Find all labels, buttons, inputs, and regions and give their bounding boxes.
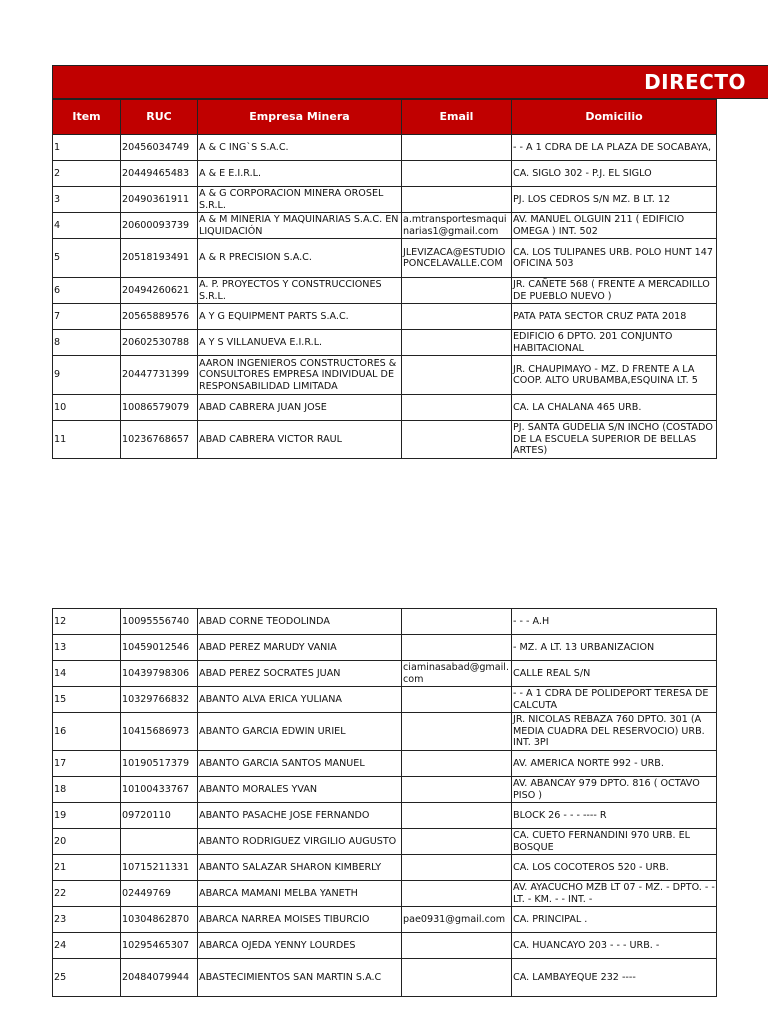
cell-empresa: ABARCA NARREA MOISES TIBURCIO bbox=[198, 907, 402, 933]
cell-ruc: 10086579079 bbox=[121, 395, 198, 421]
cell-empresa: ABASTECIMIENTOS SAN MARTIN S.A.C bbox=[198, 959, 402, 997]
cell-domicilio: CA. HUANCAYO 203 - - - URB. - bbox=[512, 933, 717, 959]
cell-ruc: 10236768657 bbox=[121, 421, 198, 459]
cell-empresa: ABANTO ALVA ERICA YULIANA bbox=[198, 687, 402, 713]
cell-item: 15 bbox=[53, 687, 121, 713]
cell-ruc: 20600093739 bbox=[121, 213, 198, 239]
cell-domicilio: AV. AYACUCHO MZB LT 07 - MZ. - DPTO. - - LT. - KM. - - INT. - bbox=[513, 882, 715, 905]
table-row bbox=[53, 661, 717, 687]
cell-domicilio: - MZ. A LT. 13 URBANIZACION bbox=[512, 635, 717, 661]
table-header-row bbox=[53, 100, 717, 135]
cell-domicilio: - - A 1 CDRA DE POLIDEPORT TERESA DE CALCUTA bbox=[512, 687, 717, 713]
cell-item: 14 bbox=[53, 661, 121, 687]
table-row bbox=[53, 356, 717, 395]
cell-email bbox=[402, 829, 512, 855]
cell-domicilio: AV. AMERICA NORTE 992 - URB. bbox=[512, 751, 717, 777]
table-row bbox=[53, 213, 717, 239]
cell-item: 2 bbox=[53, 161, 121, 187]
table-row bbox=[53, 304, 717, 330]
table-row bbox=[53, 907, 717, 933]
cell-email bbox=[402, 421, 512, 459]
cell-empresa: A & C ING`S S.A.C. bbox=[198, 135, 402, 161]
cell-email: pae0931@gmail.com bbox=[402, 907, 512, 933]
cell-item: 23 bbox=[53, 907, 121, 933]
cell-domicilio: PATA PATA SECTOR CRUZ PATA 2018 bbox=[512, 304, 717, 330]
cell-email bbox=[402, 777, 512, 803]
cell-item: 13 bbox=[53, 635, 121, 661]
directory-table-page-1 bbox=[52, 99, 717, 459]
table-row bbox=[53, 421, 717, 459]
cell-email bbox=[402, 278, 512, 304]
cell-ruc: 10415686973 bbox=[121, 713, 198, 751]
cell-email: ciaminasabad@gmail.com bbox=[402, 661, 512, 687]
column-header-email: Email bbox=[402, 100, 512, 135]
cell-domicilio: CA. CUETO FERNANDINI 970 URB. EL BOSQUE bbox=[512, 829, 717, 855]
cell-email bbox=[402, 687, 512, 713]
table-row bbox=[53, 278, 717, 304]
cell-email bbox=[402, 609, 512, 635]
cell-ruc: 20494260621 bbox=[121, 278, 198, 304]
table-row bbox=[53, 751, 717, 777]
cell-domicilio: JR. NICOLAS REBAZA 760 DPTO. 301 (A MEDIA CUADRA DEL RESERVOCIO) URB. INT. 3PI bbox=[512, 713, 717, 751]
column-header-ruc: RUC bbox=[121, 100, 198, 135]
cell-empresa: ABAD PEREZ MARUDY VANIA bbox=[198, 635, 402, 661]
cell-ruc: 10715211331 bbox=[121, 855, 198, 881]
cell-item: 20 bbox=[53, 829, 121, 855]
cell-empresa: A & M MINERIA Y MAQUINARIAS S.A.C. EN LIQUIDACIÓN bbox=[198, 213, 402, 239]
cell-ruc: 20490361911 bbox=[121, 187, 198, 213]
cell-domicilio: JR. CAÑETE 568 ( FRENTE A MERCADILLO DE PUEBLO NUEVO ) bbox=[512, 278, 717, 304]
cell-empresa: A Y S VILLANUEVA E.I.R.L. bbox=[198, 330, 402, 356]
cell-domicilio: CA. LOS TULIPANES URB. POLO HUNT 147 OFICINA 503 bbox=[512, 239, 717, 278]
cell-ruc: 10329766832 bbox=[121, 687, 198, 713]
cell-email bbox=[402, 855, 512, 881]
cell-item: 3 bbox=[53, 187, 121, 213]
cell-empresa: A. P. PROYECTOS Y CONSTRUCCIONES S.R.L. bbox=[198, 278, 402, 304]
cell-item: 17 bbox=[53, 751, 121, 777]
cell-ruc: 10095556740 bbox=[121, 609, 198, 635]
table-row bbox=[53, 635, 717, 661]
cell-ruc: 20518193491 bbox=[121, 239, 198, 278]
cell-item: 16 bbox=[53, 713, 121, 751]
cell-email bbox=[402, 751, 512, 777]
cell-email bbox=[402, 635, 512, 661]
cell-domicilio: JR. CHAUPIMAYO - MZ. D FRENTE A LA COOP. ALTO URUBAMBA,ESQUINA LT. 5 bbox=[512, 356, 717, 395]
cell-empresa: ABARCA OJEDA YENNY LOURDES bbox=[198, 933, 402, 959]
cell-ruc: 20449465483 bbox=[121, 161, 198, 187]
cell-email bbox=[402, 933, 512, 959]
cell-domicilio: AV. ABANCAY 979 DPTO. 816 ( OCTAVO PISO ) bbox=[512, 777, 717, 803]
cell-empresa: ABANTO GARCIA EDWIN URIEL bbox=[198, 713, 402, 751]
cell-domicilio: AV. MANUEL OLGUIN 211 ( EDIFICIO OMEGA ) INT. 502 bbox=[512, 213, 717, 239]
cell-empresa: ABAD CORNE TEODOLINDA bbox=[198, 609, 402, 635]
table-row bbox=[53, 933, 717, 959]
table-row bbox=[53, 135, 717, 161]
cell-ruc: 10190517379 bbox=[121, 751, 198, 777]
cell-empresa: A Y G EQUIPMENT PARTS S.A.C. bbox=[198, 304, 402, 330]
cell-empresa: A & G CORPORACION MINERA OROSEL S.R.L. bbox=[198, 187, 402, 213]
cell-domicilio: PJ. SANTA GUDELIA S/N INCHO (COSTADO DE LA ESCUELA SUPERIOR DE BELLAS ARTES) bbox=[512, 421, 717, 459]
table-row bbox=[53, 855, 717, 881]
cell-empresa: ABANTO PASACHE JOSE FERNANDO bbox=[198, 803, 402, 829]
cell-item: 25 bbox=[53, 959, 121, 997]
cell-ruc: 10439798306 bbox=[121, 661, 198, 687]
table-row bbox=[53, 881, 717, 907]
cell-email bbox=[402, 803, 512, 829]
column-header-item: Item bbox=[53, 100, 121, 135]
table-row bbox=[53, 803, 717, 829]
cell-email bbox=[402, 187, 512, 213]
cell-item: 19 bbox=[53, 803, 121, 829]
cell-empresa: ABAD PEREZ SOCRATES JUAN bbox=[198, 661, 402, 687]
table-row bbox=[53, 330, 717, 356]
column-header-empresa: Empresa Minera bbox=[198, 100, 402, 135]
cell-domicilio: - - A 1 CDRA DE LA PLAZA DE SOCABAYA, bbox=[512, 135, 717, 161]
cell-email bbox=[402, 330, 512, 356]
cell-empresa: ABAD CABRERA JUAN JOSE bbox=[198, 395, 402, 421]
cell-item: 7 bbox=[53, 304, 121, 330]
cell-empresa: ABAD CABRERA VICTOR RAUL bbox=[198, 421, 402, 459]
table-row bbox=[53, 777, 717, 803]
cell-domicilio: CA. PRINCIPAL . bbox=[512, 907, 717, 933]
cell-ruc: 20602530788 bbox=[121, 330, 198, 356]
cell-item: 4 bbox=[53, 213, 121, 239]
cell-item: 8 bbox=[53, 330, 121, 356]
cell-domicilio: CA. LAMBAYEQUE 232 ---- bbox=[512, 959, 717, 997]
directory-table-page-2 bbox=[52, 608, 717, 997]
cell-ruc: 20456034749 bbox=[121, 135, 198, 161]
cell-domicilio: CA. SIGLO 302 - P.J. EL SIGLO bbox=[512, 161, 717, 187]
cell-item: 22 bbox=[53, 881, 121, 907]
cell-ruc: 02449769 bbox=[121, 881, 198, 907]
cell-ruc: 10304862870 bbox=[121, 907, 198, 933]
cell-ruc bbox=[121, 829, 198, 855]
directory-title-bar bbox=[52, 65, 768, 99]
cell-empresa: A & R PRECISION S.A.C. bbox=[198, 239, 402, 278]
cell-ruc: 20484079944 bbox=[121, 959, 198, 997]
directory-title: DIRECTO bbox=[644, 70, 746, 94]
cell-empresa: AARON INGENIEROS CONSTRUCTORES & CONSULTORES EMPRESA INDIVIDUAL DE RESPONSABILIDAD LIMITADA bbox=[198, 356, 402, 395]
cell-email bbox=[402, 135, 512, 161]
cell-ruc: 10295465307 bbox=[121, 933, 198, 959]
cell-email bbox=[402, 395, 512, 421]
cell-ruc: 10100433767 bbox=[121, 777, 198, 803]
cell-domicilio: BLOCK 26 - - - ---- R bbox=[512, 803, 717, 829]
table-row bbox=[53, 187, 717, 213]
cell-item: 24 bbox=[53, 933, 121, 959]
cell-email bbox=[402, 356, 512, 395]
cell-ruc: 20447731399 bbox=[121, 356, 198, 395]
cell-item: 18 bbox=[53, 777, 121, 803]
cell-domicilio: EDIFICIO 6 DPTO. 201 CONJUNTO HABITACIONAL bbox=[512, 330, 717, 356]
cell-email bbox=[402, 304, 512, 330]
cell-email bbox=[402, 161, 512, 187]
cell-empresa: ABANTO SALAZAR SHARON KIMBERLY bbox=[198, 855, 402, 881]
cell-empresa: ABARCA MAMANI MELBA YANETH bbox=[198, 881, 402, 907]
cell-empresa: ABANTO RODRIGUEZ VIRGILIO AUGUSTO bbox=[198, 829, 402, 855]
cell-ruc: 20565889576 bbox=[121, 304, 198, 330]
cell-item: 21 bbox=[53, 855, 121, 881]
cell-email bbox=[402, 881, 512, 907]
table-row bbox=[53, 161, 717, 187]
cell-item: 6 bbox=[53, 278, 121, 304]
cell-email bbox=[402, 713, 512, 751]
table-row bbox=[53, 395, 717, 421]
cell-item: 11 bbox=[53, 421, 121, 459]
cell-item: 9 bbox=[53, 356, 121, 395]
cell-email: JLEVIZACA@ESTUDIOPONCELAVALLE.COM bbox=[402, 239, 512, 278]
cell-domicilio: CA. LA CHALANA 465 URB. bbox=[512, 395, 717, 421]
table-row bbox=[53, 609, 717, 635]
cell-email: a.mtransportesmaquinarias1@gmail.com bbox=[402, 213, 512, 239]
table-row bbox=[53, 687, 717, 713]
cell-domicilio: CA. LOS COCOTEROS 520 - URB. bbox=[512, 855, 717, 881]
cell-empresa: A & E E.I.R.L. bbox=[198, 161, 402, 187]
cell-ruc: 10459012546 bbox=[121, 635, 198, 661]
column-header-domicilio: Domicilio bbox=[512, 100, 717, 135]
cell-domicilio: CALLE REAL S/N bbox=[512, 661, 717, 687]
cell-domicilio: PJ. LOS CEDROS S/N MZ. B LT. 12 bbox=[512, 187, 717, 213]
cell-email bbox=[402, 959, 512, 997]
table-row bbox=[53, 829, 717, 855]
cell-empresa: ABANTO MORALES YVAN bbox=[198, 777, 402, 803]
cell-item: 10 bbox=[53, 395, 121, 421]
cell-item: 1 bbox=[53, 135, 121, 161]
table-row bbox=[53, 713, 717, 751]
table-row bbox=[53, 239, 717, 278]
cell-item: 5 bbox=[53, 239, 121, 278]
table-row bbox=[53, 959, 717, 997]
cell-empresa: ABANTO GARCIA SANTOS MANUEL bbox=[198, 751, 402, 777]
cell-ruc: 09720110 bbox=[121, 803, 198, 829]
cell-item: 12 bbox=[53, 609, 121, 635]
cell-domicilio: - - - A.H bbox=[512, 609, 717, 635]
